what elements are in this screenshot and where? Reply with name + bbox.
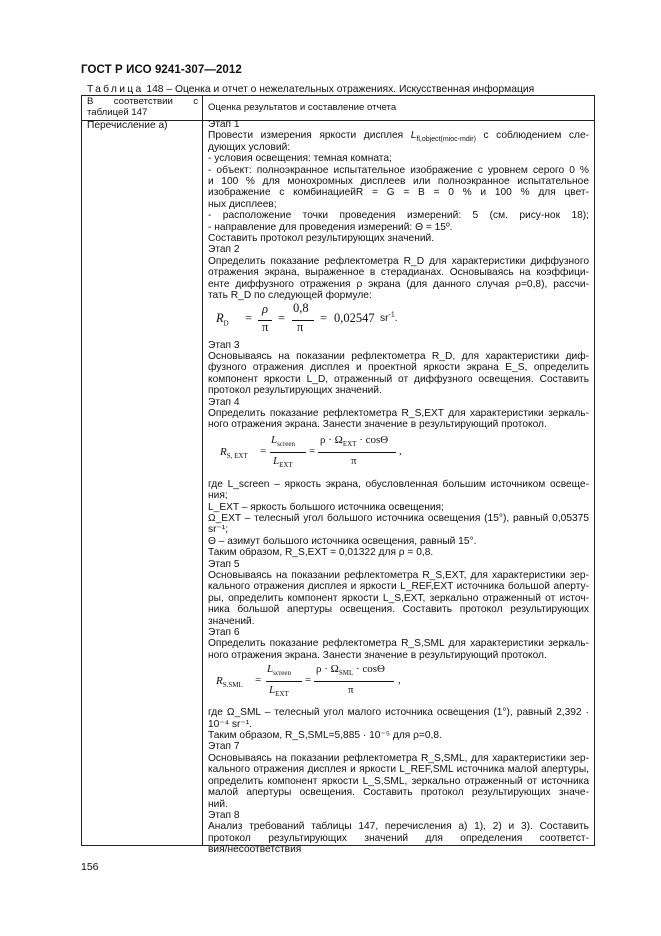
text-line: Составить протокол результирующих значений. <box>208 233 435 245</box>
text-line: Основываясь на показании рефлектометра R_S,SML, для характеристики зер- <box>208 752 589 764</box>
text-line: L_EXT – яркость большого источника освещения; <box>208 501 444 513</box>
text-line: Θ – азимут большого источника освещения, равный 15°. <box>208 535 477 547</box>
text-line: протокол результирующих значений. <box>208 385 382 397</box>
text-line: малой апертуры освещения. Составить протокол результирующих значе- <box>208 787 589 799</box>
row-label: Перечисление а) <box>87 120 168 131</box>
content-column <box>208 119 589 856</box>
col1-header-word-1: В <box>87 96 94 107</box>
page-number: 156 <box>81 861 99 873</box>
step-title: Этап 8 <box>208 809 240 821</box>
text-line: ного отражения экрана. Занести значение в результирующий протокол. <box>208 649 547 661</box>
col1-header-line-2: таблицей 147 <box>87 106 148 118</box>
text-line: Определить показание рефлектометра R_D для характеристики диффузного <box>208 255 589 267</box>
document-header: ГОСТ Р ИСО 9241-307—2012 <box>81 64 242 76</box>
text-line: Основываясь на показании рефлектометра R_S,EXT, для характеристики зер- <box>208 570 589 581</box>
text-line: дующих условий: <box>208 141 291 153</box>
text-line: - условия освещения: темная комната; <box>208 153 392 165</box>
text-line: ний. <box>208 798 228 810</box>
text-line: значений. <box>208 615 255 627</box>
text-line: ных дисплеев; <box>208 198 277 210</box>
text-line: sr⁻¹; <box>208 524 229 536</box>
text-line: вия/несоответствия <box>208 844 302 856</box>
text-line: Ω_EXT – телесный угол большого источника освещения (15°), равный 0,05375 <box>208 512 589 524</box>
text-line: Основываясь на показании рефлектометра R_D, для характеристики диф- <box>208 350 589 362</box>
text-line: кального отражения дисплея и яркости L_REF,SML источника малой апертуры, <box>208 764 589 776</box>
text-line: Анализ требований таблицы 147, перечисления а) 1), 2) и 3). Составить <box>208 821 589 833</box>
text-line: кального отражения дисплея и яркости L_REF,EXT источника большой аперту- <box>208 581 589 593</box>
caption-text: 148 – Оценка и отчет о нежелательных отражениях. Искусственная информация <box>143 84 535 95</box>
text-line: 10⁻⁴ sr⁻¹. <box>208 718 253 730</box>
column2-header: Оценка результатов и составление отчета <box>208 102 397 113</box>
step-title: Этап 5 <box>208 558 240 570</box>
text-line: Определить показание рефлектометра R_S,SML для характеристики зеркаль- <box>208 638 589 650</box>
text-line: - расположение точки проведения измерений: 5 (см. рису-нок 18); <box>208 210 590 222</box>
evaluation-table <box>81 95 595 856</box>
text-line: определить компонент яркости L_S,SML, зеркально отраженный от источника <box>208 775 589 787</box>
text-line: протокол результирующих значений для определения соответст- <box>208 832 589 844</box>
caption-prefix: Таблица <box>87 84 144 95</box>
formula-rs-ext: $R_{S, EXT}$ = $L_{screen}$ $L_{EXT}$ = $\rho \cdot \Omega_{EXT} \cdot \cos\Theta$ π , <box>220 433 402 469</box>
text-line: изображение с комбинациейR = G = B = 0 % и 100 % для цвет- <box>208 187 589 199</box>
text-line: отражения экрана, выраженное в стерадианах. Основываясь на коэффици- <box>208 267 589 279</box>
text-line: где Ω_SML – телесный угол малого источника освещения (1°), равный 2,392 · <box>208 707 589 719</box>
col1-header-word-3: с <box>193 96 198 107</box>
text-line: енте диффузного отражения ρ экрана (для данного случая ρ=0,8), рассчи- <box>208 278 589 290</box>
formula-rd: $R_D$ = ρ π = 0,8 π = 0,02547 $sr^{-1}$. <box>216 300 398 334</box>
step-title: Этап 7 <box>208 741 240 753</box>
step-title: Этап 6 <box>208 627 240 639</box>
text-line: ры, определить компонент яркости L_S,EXT, зеркально отраженный от источ- <box>208 592 589 604</box>
text-line: Таким образом, R_S,SML=5,885 · 10⁻⁵ для ρ=0,8. <box>208 730 442 742</box>
text-line: ника большой апертуры освещения. Составить протокол результирующих <box>208 604 589 616</box>
table-caption <box>87 84 534 95</box>
text-line: Таким образом, R_S,EXT = 0,01322 для ρ = 0,8. <box>208 547 434 559</box>
text-line: - объект: полноэкранное испытательное изображение с уровнем серого 0 % <box>208 164 589 176</box>
step-title: Этап 1 <box>208 119 240 130</box>
col1-header-word-2: соответствии <box>113 96 173 107</box>
column1-header <box>87 97 198 118</box>
text-line: Провести измерения яркости дисплея $L_{fl,object(mioc-mdir)}$ с соблюдением сле- <box>208 130 590 144</box>
text-line: где L_screen – яркость экрана, обусловленная большим источником освеще- <box>208 478 589 490</box>
text-line: компонент яркости L_D, отраженный от диффузного освещения. Составить <box>208 373 589 385</box>
column-divider <box>202 96 203 845</box>
text-line: ного отражения экрана. Занести значение в результирующий протокол. <box>208 419 547 431</box>
text-line: и 100 % для монохромных дисплеев или полноэкранное испытательное <box>208 176 589 188</box>
text-line: тать R_D по следующей формуле: <box>208 290 372 302</box>
formula-rs-sml: $R_{S.SML}$ = $L_{screen}$ $L_{EXT}$ = $\rho \cdot \Omega_{SML} \cdot \cos\Theta$ π , <box>216 663 401 699</box>
text-line: фузного отражения дисплея и проектной яркости экрана E_S, определить <box>208 362 589 374</box>
step-title: Этап 4 <box>208 396 240 408</box>
step-title: Этап 3 <box>208 339 240 351</box>
text-line: - направление для проведения измерений: Θ = 15º. <box>208 221 453 233</box>
text-line: ния; <box>208 490 228 502</box>
text-line: Определить показание рефлектометра R_S,EXT для характеристики зеркаль- <box>208 407 589 419</box>
step-title: Этап 2 <box>208 244 240 256</box>
